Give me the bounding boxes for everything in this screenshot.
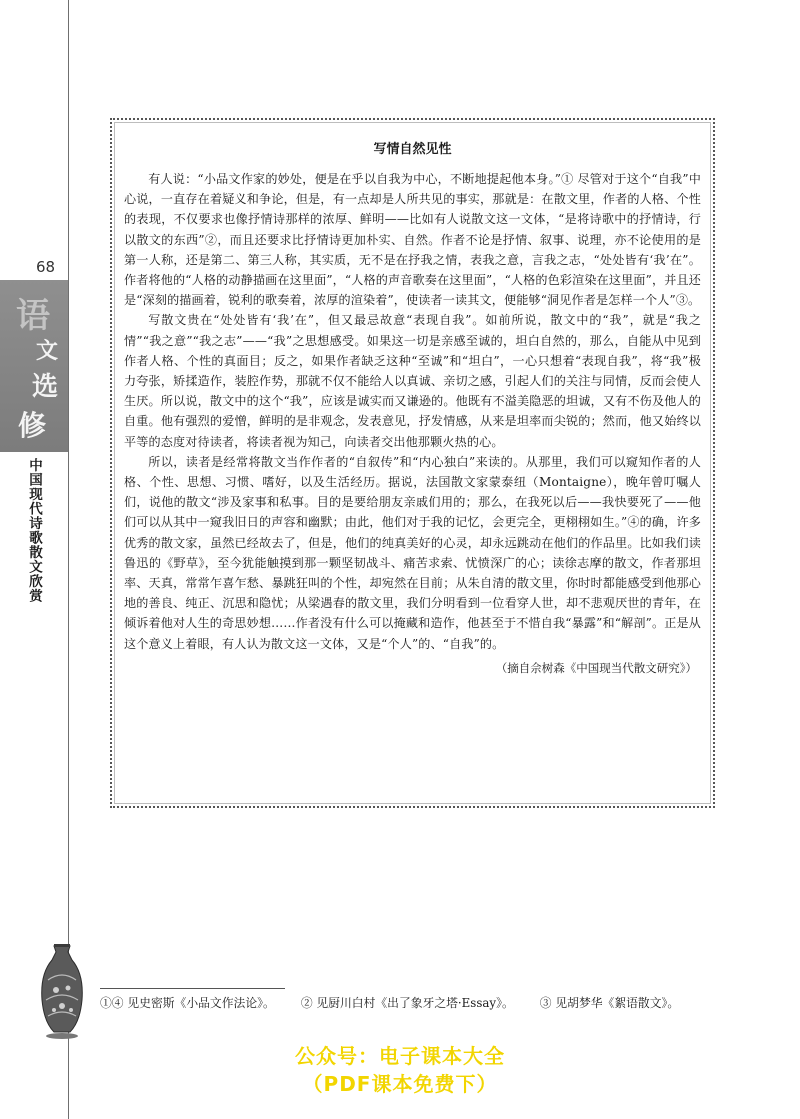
- series-tab: [0, 280, 68, 452]
- footnote-1: ①④ 见史密斯《小品文作法论》。: [100, 996, 275, 1010]
- footnotes: [100, 994, 720, 1011]
- book-title-vertical: 中国现代诗歌散文欣赏: [26, 458, 42, 603]
- series-char-4: 修: [18, 409, 47, 442]
- footnote-2: ② 见厨川白村《出了象牙之塔·Essay》。: [300, 996, 514, 1010]
- footnote-3: ③ 见胡梦华《絮语散文》。: [539, 996, 680, 1010]
- article-paragraph-3: 所以，读者是经常将散文当作作者的“自叙传”和“内心独白”来读的。从那里，我们可以窥知作者的人格、个性、思想、习惯、嗜好，以及生活经历。据说，法国散文家蒙泰纽（Montaigne），晚年曾叮嘱人们，说他的散文“涉及家事和私事。目的是要给朋友亲戚们用的；那么，在我死以后——我快要死了——他们可以从其中一窥我旧日的声容和幽默；由此，他们对于我的记忆，会更完全，更栩栩如生。”④的确，许多优秀的散文家，虽然已经故去了，但是，他们的纯真美好的心灵，却永远跳动在他们的作品里。比如我们读鲁迅的《野草》，至今犹能触摸到那一颗坚韧战斗、痛苦求索、忧愤深广的心；读徐志摩的散文，作者那坦率、天真，常常乍喜乍愁、暴跳狂叫的个性，却宛然在目前；从朱自清的散文里，你时时都能感受到他那心地的善良、纯正、沉思和隐忧；从梁遇春的散文里，我们分明看到一位看穿人世，却不悲观厌世的青年，在倾诉着他对人生的奇思妙想……作者没有什么可以掩藏和造作，他甚至于不惜自我“暴露”和“解剖”。正是从这个意义上着眼，有人认为散文这一文体，又是“个人”的、“自我”的。: [124, 454, 701, 651]
- article-title: 写情自然见性: [373, 142, 452, 157]
- article-frame: [110, 118, 715, 808]
- watermark-line-2: （PDF课本免费下）: [302, 1072, 498, 1096]
- watermark-line-1: 公众号：电子课本大全: [295, 1044, 505, 1068]
- series-char-1: 语: [16, 296, 50, 336]
- series-char-2: 文: [36, 338, 59, 364]
- article-paragraph-2: 写散文贵在“处处皆有‘我’在”，但又最忌故意“表现自我”。如前所说，散文中的“我”，就是“我之情”“我之意”“我之志”——“我”之思想感受。如果这一切是亲感至诚的，坦白自然的，那么，自能从中见到作者人格、个性的真面目；反之，如果作者缺乏这种“至诚”和“坦白”，一心只想着“表现自我”，将“我”极力夸张，矫揉造作，装腔作势，那就不仅不能给人以真诚、亲切之感，引起人们的关注与同情，反而会使人生厌。所以说，散文中的这个“我”，应该是诚实而又谦逊的。他既有不溢美隐恶的坦诚，又有不伤及他人的自重。他有强烈的爱憎，鲜明的是非观念，发表意见，抒发情感，从来是坦率而尖锐的；然而，他又始终以平等的态度对待读者，将读者视为知己，向读者交出他那颗火热的心。: [124, 313, 701, 449]
- article-source: （摘自佘树森《中国现当代散文研究》）: [495, 660, 697, 675]
- series-char-3: 选: [32, 372, 59, 402]
- footnote-rule: [100, 988, 285, 989]
- vase-illustration: [34, 940, 90, 1040]
- article-body: [124, 134, 701, 796]
- article-paragraph-1: 有人说：“小品文作家的妙处，便是在乎以自我为中心，不断地提起他本身。”① 尽管对于这个“自我”中心说，一直存在着疑义和争论，但是，有一点却是人所共见的事实，那就是：在散文里，作者的人格、个性的表现，不仅要求也像抒情诗那样的浓厚、鲜明——比如有人说散文这一文体，“是将诗歌中的抒情诗，行以散文的东西”②，而且还要求比抒情诗更加朴实、自然。作者不论是抒情、叙事、说理，亦不论使用的是第一人称，还是第二、第三人称，其实质，无不是在抒我之情，表我之意，言我之志，“处处皆有‘我’在”。作者将他的“人格的动静描画在这里面”，“人格的声音歌奏在这里面”，“人格的色彩渲染在这里面”，并且还是“深刻的描画着，锐利的歌奏着，浓厚的渲染着”，使读者一读其文，便能够“洞见作者是怎样一个人”③。: [124, 172, 701, 308]
- page-number: 68: [36, 258, 56, 276]
